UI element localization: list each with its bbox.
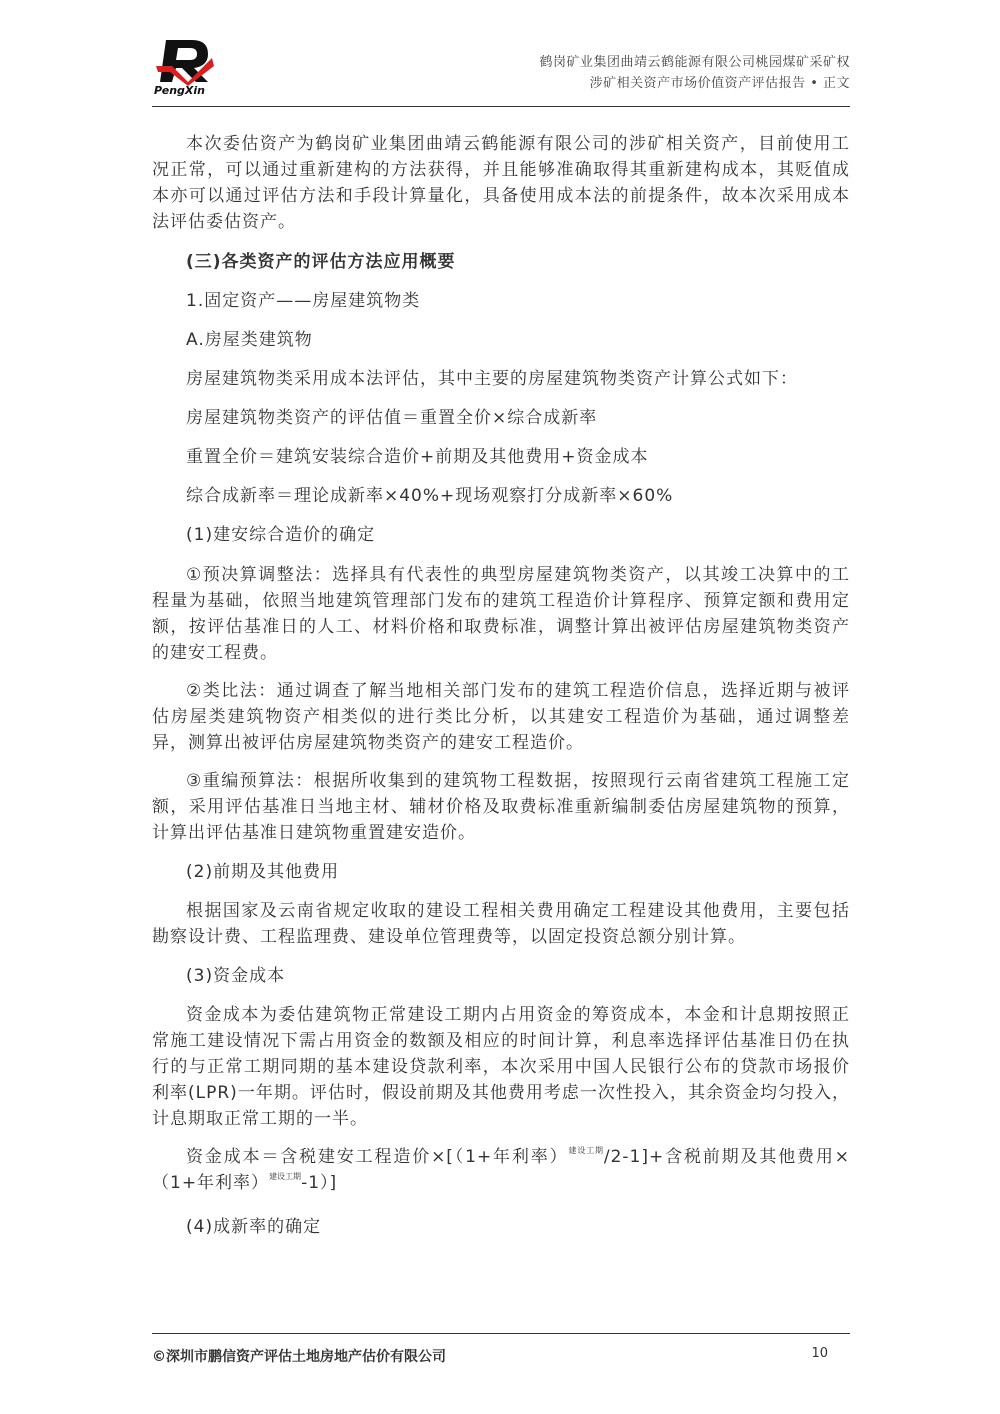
formula-capital-cost xyxy=(152,1144,850,1196)
footer-company: ©深圳市鹏信资产评估土地房地产估价有限公司 xyxy=(152,1349,446,1365)
header-title-line1: 鹤岗矿业集团曲靖云鹤能源有限公司桃园煤矿采矿权 xyxy=(539,55,850,70)
paragraph-intro: 本次委估资产为鹤岗矿业集团曲靖云鹤能源有限公司的涉矿相关资产，目前使用工况正常，可以通过重新建构的方法获得，并且能够准确取得其重新建构成本，其贬值成本亦可以通过评估方法和手段计算量化，具备使用成本法的前提条件，故本次采用成本法评估委估资产。 xyxy=(152,134,850,232)
header-title-line2: 涉矿相关资产市场价值资产评估报告 • 正文 xyxy=(589,76,850,91)
header-title xyxy=(539,52,850,94)
subheading-buildings: A.房屋类建筑物 xyxy=(186,330,313,350)
heading-preliminary-costs: (2)前期及其他费用 xyxy=(186,862,340,882)
subheading-fixed-assets: 1.固定资产——房屋建筑物类 xyxy=(186,291,421,311)
pengxin-logo-mark xyxy=(152,36,216,96)
section-heading-3: (三)各类资产的评估方法应用概要 xyxy=(186,252,456,272)
page-number: 10 xyxy=(811,1346,828,1361)
formula-capital-cost-sup1: 建设工期 xyxy=(568,1146,604,1155)
main-content xyxy=(152,131,850,1240)
logo-wordmark: PengXin xyxy=(154,84,206,96)
heading-construction-cost: (1)建安综合造价的确定 xyxy=(186,525,376,545)
method-budget-adjustment: ①预决算调整法：选择具有代表性的典型房屋建筑物类资产，以其竣工决算中的工程量为基础，依照当地建筑管理部门发布的建筑工程造价计算程序、预算定额和费用定额，按评估基准日的人工、材料价格和取费标准，调整计算出被评估房屋建筑物类资产的建安工程费。 xyxy=(152,565,850,663)
formula-replacement-cost: 重置全价＝建筑安装综合造价+前期及其他费用+资金成本 xyxy=(186,447,649,467)
page-header xyxy=(152,36,850,106)
pengxin-logo xyxy=(152,36,216,96)
method-rebudget: ③重编预算法：根据所收集到的建筑物工程数据，按照现行云南省建筑工程施工定额，采用评估基准日当地主材、辅材价格及取费标准重新编制委估房屋建筑物的预算，计算出评估基准日建筑物重置建安造价。 xyxy=(152,771,850,843)
paragraph-preliminary-costs: 根据国家及云南省规定收取的建设工程相关费用确定工程建设其他费用，主要包括勘察设计费、工程监理费、建设单位管理费等，以固定投资总额分别计算。 xyxy=(152,901,850,947)
page-footer xyxy=(152,1346,850,1366)
heading-capital-cost: (3)资金成本 xyxy=(186,966,286,986)
header-divider xyxy=(152,106,850,107)
paragraph-formula-intro: 房屋建筑物类采用成本法评估，其中主要的房屋建筑物类资产计算公式如下： xyxy=(186,369,798,389)
formula-capital-cost-part1: 资金成本＝含税建安工程造价×[（1+年利率） xyxy=(186,1147,569,1167)
method-analogy: ②类比法：通过调查了解当地相关部门发布的建筑工程造价信息，选择近期与被评估房屋类建筑物资产相类似的进行类比分析，以其建安工程造价为基础，通过调整差异，测算出被评估房屋建筑物类资产的建安工程造价。 xyxy=(152,681,850,753)
formula-capital-cost-part3: -1）] xyxy=(301,1173,338,1193)
footer-divider xyxy=(152,1333,850,1334)
heading-newness-rate: (4)成新率的确定 xyxy=(186,1217,322,1237)
formula-capital-cost-sup2: 建设工期 xyxy=(269,1172,302,1181)
formula-newness-rate: 综合成新率＝理论成新率×40%+现场观察打分成新率×60% xyxy=(186,486,674,506)
formula-capital-cost-part2: /2-1]+含税前期及其他费用×（1+年利率） xyxy=(152,1147,851,1193)
paragraph-capital-cost: 资金成本为委估建筑物正常建设工期内占用资金的筹资成本，本金和计息期按照正常施工建设情况下需占用资金的数额及相应的时间计算，利息率选择评估基准日仍在执行的与正常工期同期的基本建设贷款利率，本次采用中国人民银行公布的贷款市场报价利率(LPR)一年期。评估时，假设前期及其他费用考虑一次性投入，其余资金均匀投入，计息期取正常工期的一半。 xyxy=(152,1005,850,1129)
formula-assessed-value: 房屋建筑物类资产的评估值＝重置全价×综合成新率 xyxy=(186,408,598,428)
